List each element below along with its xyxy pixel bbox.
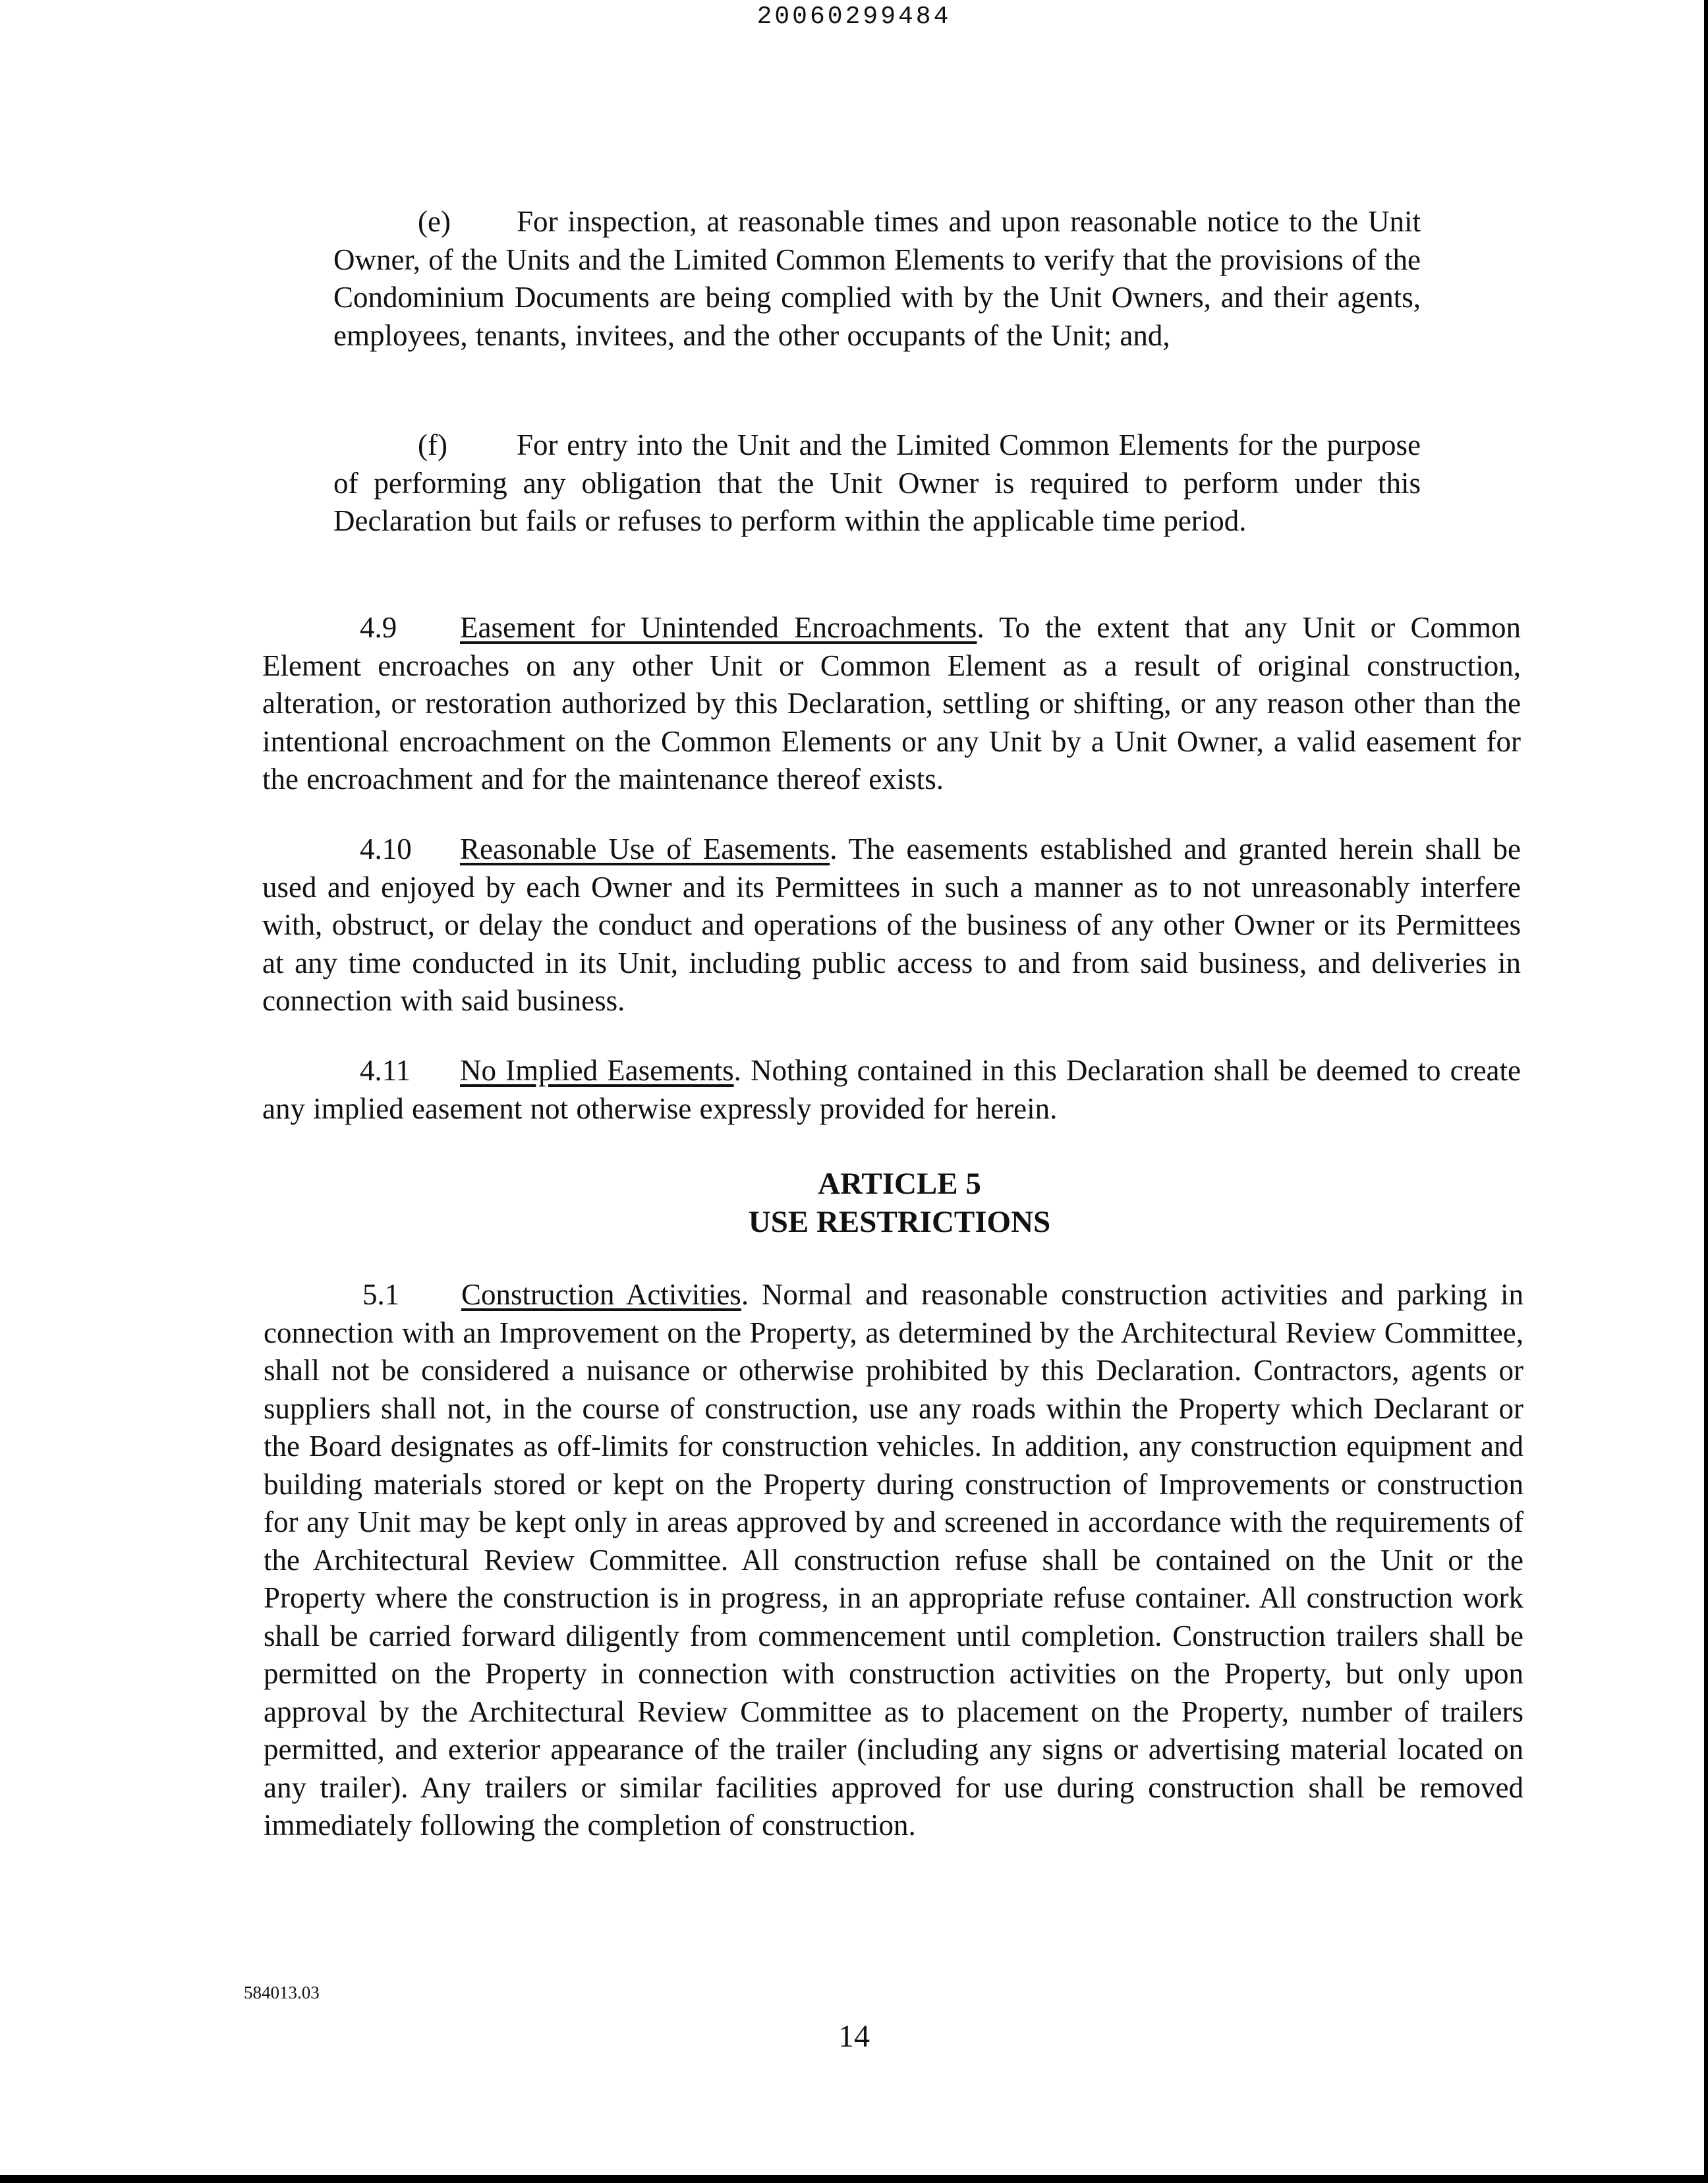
article-heading: [264, 1165, 1535, 1241]
section-text: Nothing contained in this Declaration shall be deemed to create any implied easement not otherwise expressly provided for herein.: [262, 1054, 1521, 1125]
section-title: Construction Activities: [461, 1278, 741, 1311]
section-number: 5.1: [362, 1278, 400, 1311]
section-text: Normal and reasonable construction activities and parking in connection with an Improvement on the Property, as determined by the Architectural Review Committee, shall not be considered a nuisance or otherwise prohibited by this Declaration. Contractors, agents or suppliers shall not, in the course of construction, use any roads within the Property which Declarant or the Board designates as off-limits for construction vehicles. In addition, any construction equipment and building materials stored or kept on the Property during construction of Improvements or construction for any Unit may be kept only in areas approved by and screened in accordance with the requirements of the Architectural Review Committee. All construction refuse shall be contained on the Unit or the Property where the construction is in progress, in an appropriate refuse container. All construction work shall be carried forward diligently from commencement until completion. Construction trailers shall be permitted on the Property in connection with construction activities on the Property, but only upon approval by the Architectural Review Committee as to placement on the Property, number of trailers permitted, and exterior appearance of the trailer (including any signs or advertising material located on any trailer). Any trailers or similar facilities approved for use during construction shall be removed immediately following the completion of construction.: [264, 1278, 1523, 1842]
article-number: ARTICLE 5: [818, 1167, 981, 1201]
paragraph-label: (e): [418, 205, 451, 238]
section-title: No Implied Easements: [460, 1054, 734, 1087]
section-title: Reasonable Use of Easements: [460, 832, 830, 865]
paragraph-text: For entry into the Unit and the Limited Common Elements for the purpose of performing any obligation that the Unit Owner is required to perform under this Declaration but fails or refuses to perform within the applicable time period.: [333, 428, 1421, 537]
paragraph-text: For inspection, at reasonable times and upon reasonable notice to the Unit Owner, of the Units and the Limited Common Elements to verify that the provisions of the Condominium Documents are being complied with by the Unit Owners, and their agents, employees, tenants, invitees, and the other occupants of the Unit; and,: [333, 205, 1421, 352]
scan-edge-bottom: [0, 2175, 1708, 2183]
document-number: 20060299484: [756, 3, 952, 31]
paragraph-f: [333, 426, 1421, 540]
article-title: USE RESTRICTIONS: [748, 1205, 1051, 1239]
paragraph-label: (f): [418, 428, 447, 461]
section-title: Easement for Unintended Encroachments: [460, 611, 977, 644]
page-number: 14: [838, 2019, 870, 2054]
section-text: The easements established and granted herein shall be used and enjoyed by each Owner and its Permittees in such a manner as to not unreasonably interfere with, obstruct, or delay the conduct and operations of the business of any other Owner or its Permittees at any time conducted in its Unit, including public access to and from said business, and deliveries in connection with said business.: [262, 832, 1522, 1017]
section-text: To the extent that any Unit or Common Element encroaches on any other Unit or Common Element as a result of original construction, alteration, or restoration authorized by this Declaration, settling or shifting, or any reason other than the intentional encroachment on the Common Elements or any Unit by a Unit Owner, a valid easement for the encroachment and for the maintenance thereof exists.: [262, 611, 1522, 796]
footer-document-code: 584013.03: [244, 1983, 320, 2002]
paragraph-e: [333, 203, 1421, 355]
section-5-1: 5.1 Construction Activities. Normal and reasonable construction activities and parking in connection with an Improvement on the Property, as determined by the Architectural Review Committee, shall not be considered a nuisance or otherwise prohibited by this Declaration. Contractors, agents or suppliers shall not, in the course of construction, use any roads within the Property which Declarant or the Board designates as off-limits for construction vehicles. In addition, any construction equipment and building materials stored or kept on the Property during construction of Improvements or construction for any Unit may be kept only in areas approved by and screened in accordance with the requirements of the Architectural Review Committee. All construction refuse shall be contained on the Unit or the Property where the construction is in progress, in an appropriate refuse container. All construction work shall be carried forward diligently from commencement until completion. Construction trailers shall be permitted on the Property in connection with construction activities on the Property, but only upon approval by the Architectural Review Committee as to placement on the Property, number of trailers permitted, and exterior appearance of the trailer (including any signs or advertising material located on any trailer). Any trailers or similar facilities approved for use during construction shall be removed immediately following the completion of construction.: [264, 1276, 1523, 1845]
section-4-10: 4.10 Reasonable Use of Easements. The easements established and granted herein shall be used and enjoyed by each Owner and its Permittees in such a manner as to not unreasonably interfere with, obstruct, or delay the conduct and operations of the business of any other Owner or its Permittees at any time conducted in its Unit, including public access to and from said business, and deliveries in connection with said business.: [262, 830, 1521, 1020]
section-number: 4.10: [360, 832, 412, 865]
section-4-9: 4.9 Easement for Unintended Encroachments. To the extent that any Unit or Common Element encroaches on any other Unit or Common Element as a result of original construction, alteration, or restoration authorized by this Declaration, settling or shifting, or any reason other than the intentional encroachment on the Common Elements or any Unit by a Unit Owner, a valid easement for the encroachment and for the maintenance thereof exists.: [262, 609, 1521, 799]
section-number: 4.9: [360, 611, 397, 644]
scan-edge-right: [1704, 0, 1708, 2183]
section-4-11: 4.11 No Implied Easements. Nothing contained in this Declaration shall be deemed to create any implied easement not otherwise expressly provided for herein.: [262, 1052, 1521, 1128]
section-number: 4.11: [360, 1054, 411, 1087]
